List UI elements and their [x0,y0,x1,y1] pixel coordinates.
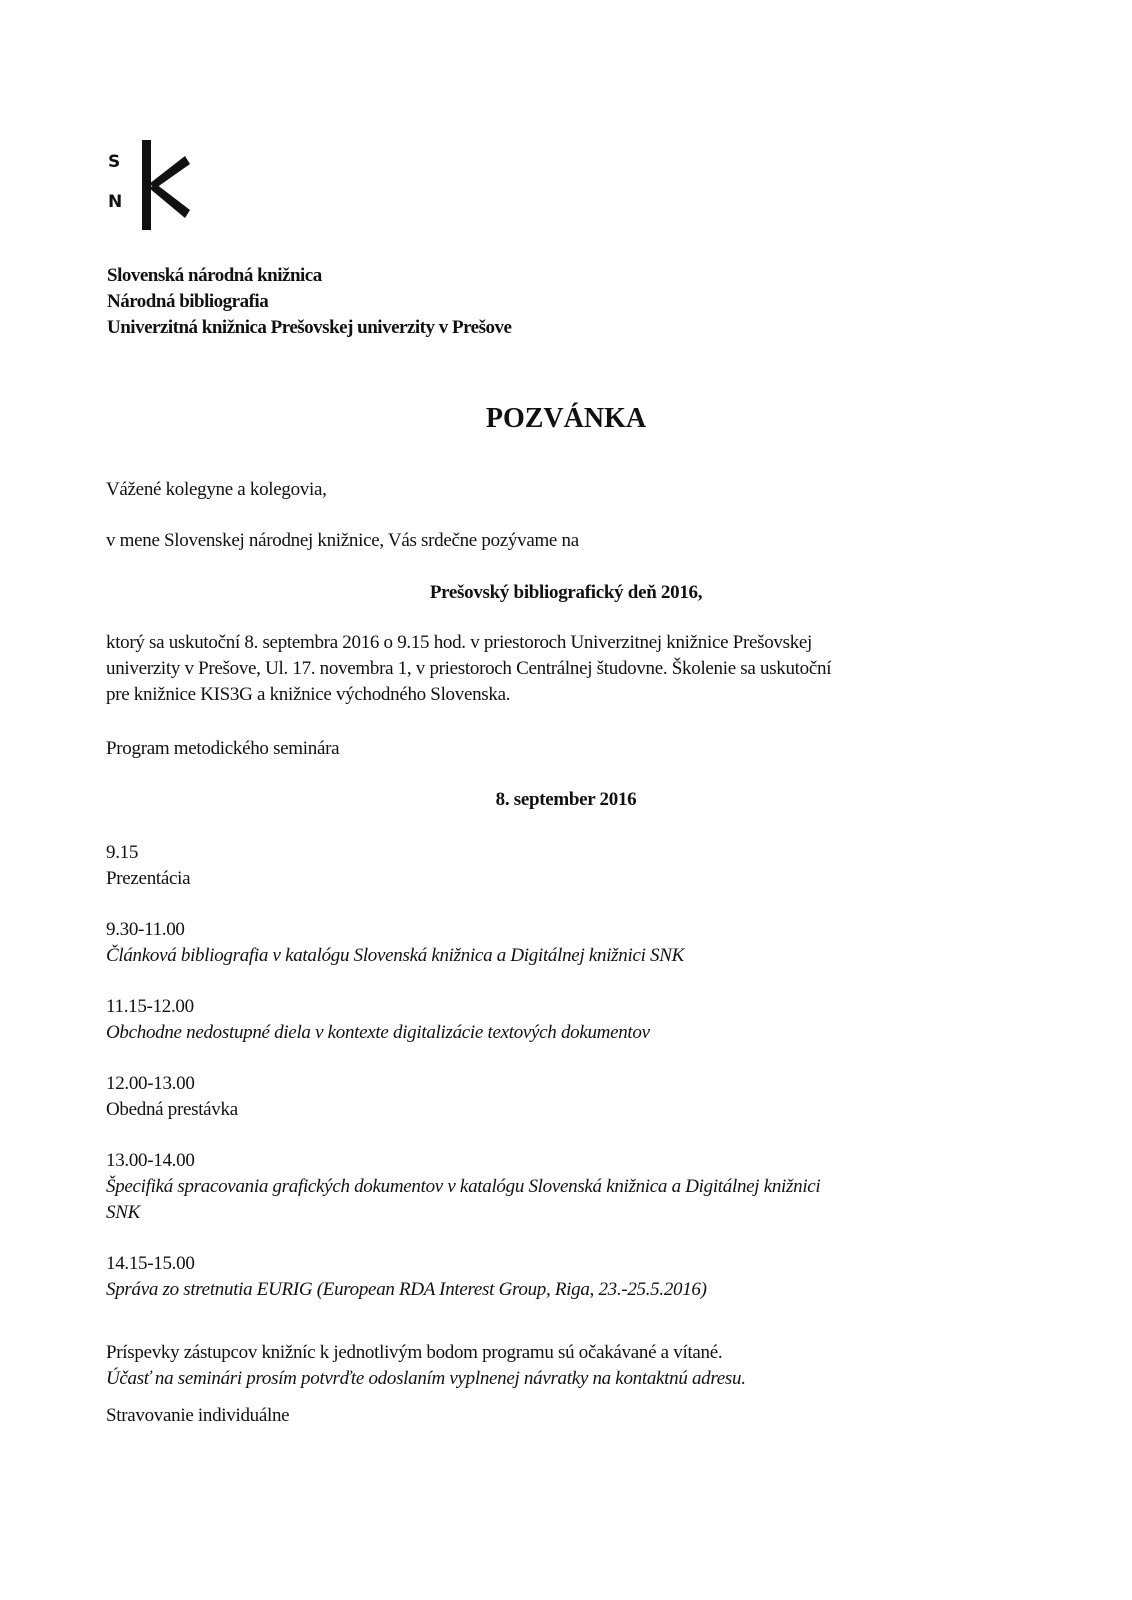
intro-text: v mene Slovenskej národnej knižnice, Vás srdečne pozývame na [106,530,579,551]
greeting: Vážené kolegyne a kolegovia, [106,479,327,500]
program-topic: Správa zo stretnutia EURIG (European RDA Interest Group, Riga, 23.-25.5.2016) [106,1279,707,1300]
program-topic: Obedná prestávka [106,1099,238,1120]
program-item [106,994,650,1046]
program-topic: Obchodne nedostupné diela v kontexte digitalizácie textových dokumentov [106,1022,650,1043]
meals-note: Stravovanie individuálne [106,1405,290,1426]
program-item [106,917,684,969]
header-institutions [107,263,511,341]
details-line: univerzity v Prešove, Ul. 17. novembra 1, v priestoroch Centrálnej študovne. Školenie sa uskutoční [106,658,832,679]
program-time: 13.00-14.00 [106,1150,195,1171]
program-date: 8. september 2016 [495,789,637,810]
snk-logo [108,140,190,232]
program-topic: Špecifiká spracovania grafických dokumentov v katalógu Slovenská knižnica a Digitálnej knižnici [106,1176,821,1197]
page-title: POZVÁNKA [485,403,647,434]
program-item [106,1251,707,1303]
logo-letter-s: S [108,152,121,172]
logo-k-mark-icon [138,140,190,232]
program-time: 14.15-15.00 [106,1253,195,1274]
program-label: Program metodického seminára [106,738,340,759]
program-topic: Prezentácia [106,868,191,889]
program-item [106,1148,820,1226]
program-time: 12.00-13.00 [106,1073,195,1094]
program-time: 11.15-12.00 [106,996,194,1017]
event-name: Prešovský bibliografický deň 2016, [429,582,703,603]
program-time: 9.15 [106,842,139,863]
header-line-bibliography: Národná bibliografia [107,291,269,312]
event-details [106,630,831,708]
program-time: 9.30-11.00 [106,919,185,940]
closing-notes [106,1340,746,1392]
program-topic-continued: SNK [106,1202,140,1223]
program-item [106,840,190,892]
header-line-university-library: Univerzitná knižnica Prešovskej univerzity v Prešove [107,317,512,338]
program-item [106,1071,238,1123]
details-line: pre knižnice KIS3G a knižnice východného Slovenska. [106,684,511,705]
confirmation-note: Účasť na seminári prosím potvrďte odoslaním vyplnenej návratky na kontaktnú adresu. [106,1368,746,1389]
contributions-note: Príspevky zástupcov knižníc k jednotlivým bodom programu sú očakávané a vítané. [106,1342,723,1363]
details-line: ktorý sa uskutoční 8. septembra 2016 o 9.15 hod. v priestoroch Univerzitnej knižnice Prešovskej [106,632,813,653]
logo-letter-n: N [108,192,123,212]
header-line-snk: Slovenská národná knižnica [107,265,322,286]
program-topic: Článková bibliografia v katalógu Slovenská knižnica a Digitálnej knižnici SNK [106,945,684,966]
